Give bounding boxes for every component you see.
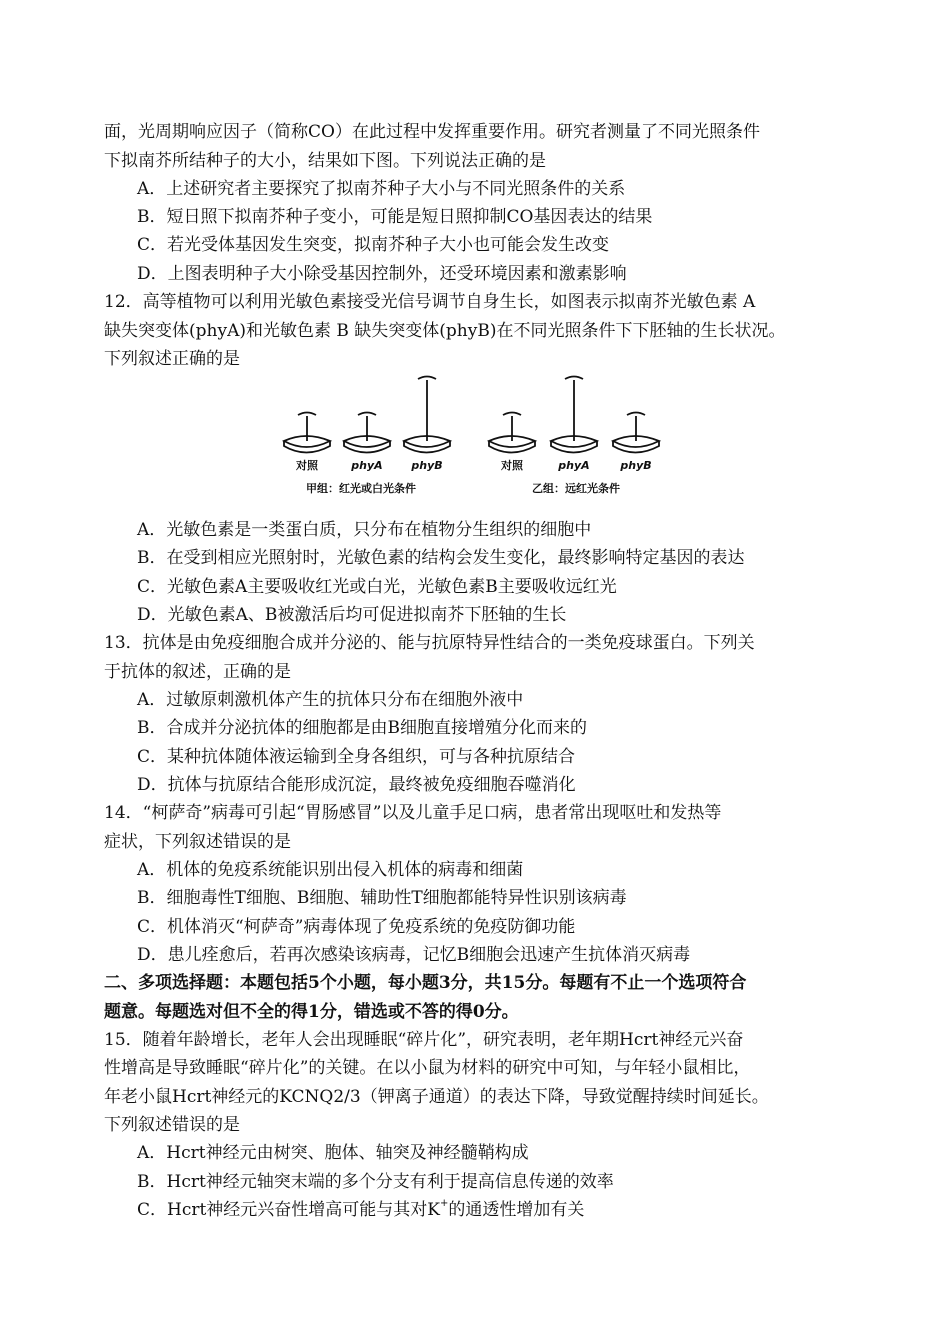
q15-option-b: B．Hcrt神经元轴突末端的多个分支有利于提高信息传递的效率 — [137, 1172, 614, 1192]
q13-option-c: C．某种抗体随体液运输到全身各组织，可与各种抗原结合 — [137, 747, 576, 767]
label-b-phyB: phyB — [620, 459, 652, 472]
q15-stem-line-3: 年老小鼠Hcrt神经元的KCNQ2/3（钾离子通道）的表达下降，导致觉醒持续时间延长。 — [104, 1087, 769, 1107]
seedling-a-control — [284, 413, 330, 453]
q14-stem-line-2: 症状，下列叙述错误的是 — [104, 832, 291, 852]
seedling-a-phyB — [404, 377, 450, 453]
q13-stem-line-2: 于抗体的叙述，正确的是 — [104, 662, 291, 682]
q12-option-c: C．光敏色素A主要吸收红光或白光，光敏色素B主要吸收远红光 — [137, 577, 617, 597]
seedling-b-control — [489, 413, 535, 453]
q15-option-c — [137, 1200, 584, 1220]
section-2-heading-line-1: 二、多项选择题：本题包括5个小题，每小题3分，共15分。每题有不止一个选项符合 — [104, 973, 747, 993]
seedling-a-phyA — [344, 413, 390, 453]
q14-option-a: A．机体的免疫系统能识别出侵入机体的病毒和细菌 — [137, 860, 524, 880]
q13-stem-line-1: 13．抗体是由免疫细胞合成并分泌的、能与抗原特异性结合的一类免疫球蛋白。下列关 — [104, 633, 755, 653]
q11-option-b: B．短日照下拟南芥种子变小，可能是短日照抑制CO基因表达的结果 — [137, 207, 653, 227]
q15-option-a: A．Hcrt神经元由树突、胞体、轴突及神经髓鞘构成 — [137, 1143, 529, 1163]
q12-stem-line-2: 缺失突变体(phyA)和光敏色素 B 缺失突变体(phyB)在不同光照条件下下胚轴的生长状况。 — [104, 321, 786, 341]
q13-option-a: A．过敏原刺激机体产生的抗体只分布在细胞外液中 — [137, 690, 524, 710]
label-a-control: 对照 — [296, 459, 318, 472]
seedling-b-phyB — [613, 413, 659, 453]
q14-option-c: C．机体消灭“柯萨奇”病毒体现了免疫系统的免疫防御功能 — [137, 917, 576, 937]
q11-option-c: C．若光受体基因发生突变，拟南芥种子大小也可能会发生改变 — [137, 235, 610, 255]
phytochrome-figure — [276, 372, 676, 502]
q14-option-d: D．患儿痊愈后，若再次感染该病毒，记忆B细胞会迅速产生抗体消灭病毒 — [137, 945, 691, 965]
intro-line-1: 面，光周期响应因子（简称CO）在此过程中发挥重要作用。研究者测量了不同光照条件 — [104, 122, 760, 142]
section-2-heading-line-2: 题意。每题选对但不全的得1分，错选或不答的得0分。 — [104, 1002, 519, 1022]
q12-option-a: A．光敏色素是一类蛋白质，只分布在植物分生组织的细胞中 — [137, 520, 592, 540]
q15-stem-line-1: 15．随着年龄增长，老年人会出现睡眠“碎片化”，研究表明，老年期Hcrt神经元兴奋 — [104, 1030, 744, 1050]
label-b-phyA: phyA — [558, 459, 590, 472]
q15-stem-line-2: 性增高是导致睡眠“碎片化”的关键。在以小鼠为材料的研究中可知，与年轻小鼠相比， — [104, 1058, 751, 1078]
label-a-phyB: phyB — [411, 459, 443, 472]
intro-line-2: 下拟南芥所结种子的大小，结果如下图。下列说法正确的是 — [104, 151, 546, 171]
q13-option-b: B．合成并分泌抗体的细胞都是由B细胞直接增殖分化而来的 — [137, 718, 587, 738]
q11-option-a: A．上述研究者主要探究了拟南芥种子大小与不同光照条件的关系 — [137, 179, 626, 199]
q12-stem-line-1: 12．高等植物可以利用光敏色素接受光信号调节自身生长，如图表示拟南芥光敏色素 A — [104, 292, 756, 312]
seedling-b-phyA — [551, 377, 597, 453]
label-b-control: 对照 — [501, 459, 523, 472]
q12-option-b: B．在受到相应光照射时，光敏色素的结构会发生变化，最终影响特定基因的表达 — [137, 548, 745, 568]
caption-group-a: 甲组：红光或白光条件 — [306, 482, 416, 495]
q11-option-d: D．上图表明种子大小除受基因控制外，还受环境因素和激素影响 — [137, 264, 627, 284]
label-a-phyA: phyA — [351, 459, 383, 472]
q15-option-c-pre: C．Hcrt神经元兴奋性增高可能与其对K — [137, 1200, 441, 1220]
q13-option-d: D．抗体与抗原结合能形成沉淀，最终被免疫细胞吞噬消化 — [137, 775, 576, 795]
q14-option-b: B．细胞毒性T细胞、B细胞、辅助性T细胞都能特异性识别该病毒 — [137, 888, 627, 908]
q12-stem-line-3: 下列叙述正确的是 — [104, 349, 240, 369]
caption-group-b: 乙组：远红光条件 — [532, 482, 620, 495]
q15-option-c-superscript: + — [440, 1198, 449, 1210]
q12-option-d: D．光敏色素A、B被激活后均可促进拟南芥下胚轴的生长 — [137, 605, 567, 625]
q14-stem-line-1: 14．“柯萨奇”病毒可引起“胃肠感冒”以及儿童手足口病，患者常出现呕吐和发热等 — [104, 803, 722, 823]
q15-stem-line-4: 下列叙述错误的是 — [104, 1115, 240, 1135]
q15-option-c-post: 的通透性增加有关 — [448, 1200, 585, 1220]
